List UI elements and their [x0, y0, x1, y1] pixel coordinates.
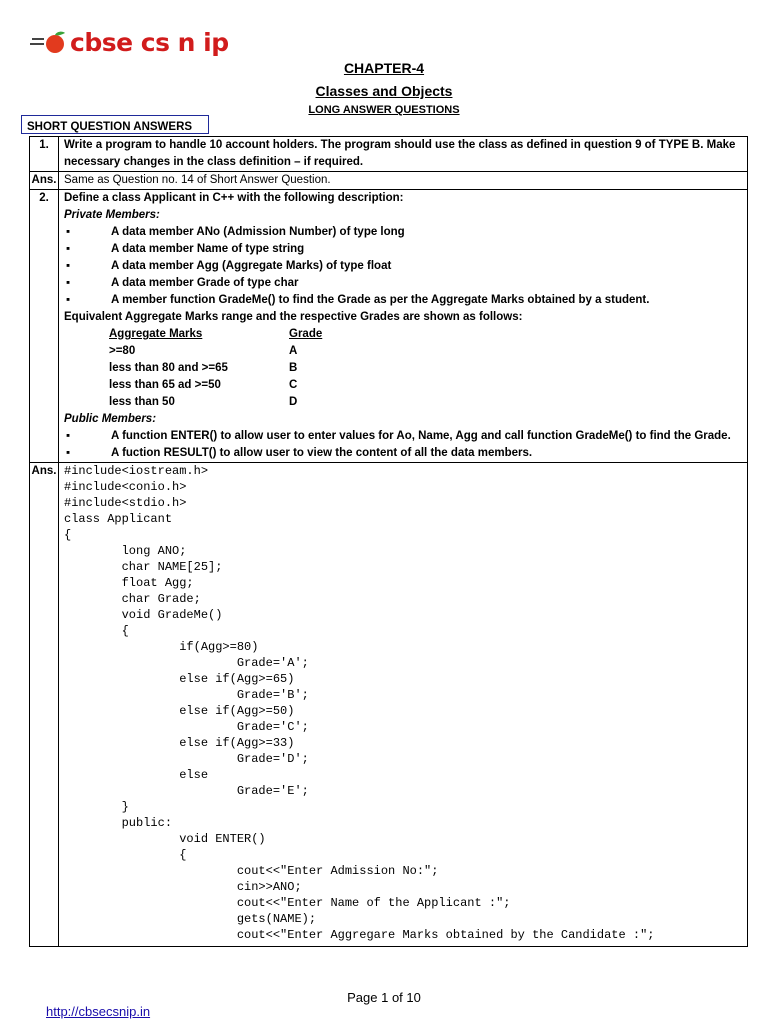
list-item: ▪ A data member ANo (Admission Number) of type long — [64, 224, 742, 241]
chapter-title: Classes and Objects — [315, 83, 453, 99]
bullet-icon: ▪ — [66, 243, 71, 255]
table-row — [30, 172, 748, 190]
logo-apple-icon — [30, 30, 70, 54]
list-item: ▪ A fuction RESULT() to allow user to view the content of all the data members. — [64, 445, 742, 462]
answer-text: Same as Question no. 14 of Short Answer Question. — [59, 172, 748, 190]
list-item: ▪ A function ENTER() to allow user to enter values for Ao, Name, Agg and call function GradeMe() to find the Grade. — [64, 428, 742, 445]
table-row — [30, 137, 748, 172]
page-number: Page 1 of 10 — [347, 990, 421, 1005]
logo-text: cbse cs n ip — [70, 28, 229, 57]
list-item: ▪ A member function GradeMe() to find the Grade as per the Aggregate Marks obtained by a student. — [64, 292, 742, 309]
question-number: 1. — [30, 137, 59, 172]
bullet-icon: ▪ — [66, 294, 71, 306]
code-block: #include<iostream.h> #include<conio.h> #include<stdio.h> class Applicant { long ANO; char NAME[25]; float Agg; char Grade; void GradeMe() { if(Agg>=80) Grade='A'; else if(Agg>=65) Grade='B'; else if(Agg>=50) Grade='C'; else if(Agg>=33) Grade='D'; else Grade='E'; } public: void ENTER() { cout<<"Enter Admission No:"; cin>>ANO; cout<<"Enter Name of the Applicant :"; gets(NAME); cout<<"Enter Aggregare Marks obtained by the Candidate :"; — [64, 464, 655, 942]
question-intro: Define a class Applicant in C++ with the following description: — [64, 192, 404, 204]
section-label: SHORT QUESTION ANSWERS — [27, 121, 193, 133]
grade-row: less than 80 and >=65 B — [109, 362, 298, 374]
table-row — [30, 190, 748, 463]
grade-row: less than 65 ad >=50 C — [109, 379, 298, 391]
site-link[interactable]: http://cbsecsnip.in — [46, 1004, 151, 1019]
private-heading: Private Members: — [64, 209, 160, 221]
list-item: ▪ A data member Agg (Aggregate Marks) of type float — [64, 258, 742, 275]
chapter-heading: CHAPTER-4 — [343, 60, 425, 76]
grade-row: >=80 A — [109, 345, 298, 357]
grade-row: less than 50 D — [109, 396, 298, 408]
equivalent-text: Equivalent Aggregate Marks range and the respective Grades are shown as follows: — [64, 311, 523, 323]
bullet-icon: ▪ — [66, 447, 71, 459]
grade-col-marks: Aggregate Marks — [109, 328, 203, 340]
bullet-icon: ▪ — [66, 226, 71, 238]
public-heading: Public Members: — [64, 413, 157, 425]
qa-table — [29, 136, 748, 947]
bullet-icon: ▪ — [66, 277, 71, 289]
question-number: 2. — [30, 190, 59, 463]
answer-label: Ans. — [30, 463, 59, 947]
question-text: Write a program to handle 10 account holders. The program should use the class as defined in question 9 of TYPE B. Make necessary changes in the class definition – if required. — [59, 137, 748, 172]
question-body — [59, 190, 748, 463]
bullet-icon: ▪ — [66, 430, 71, 442]
answer-label: Ans. — [30, 172, 59, 190]
bullet-icon: ▪ — [66, 260, 71, 272]
list-item: ▪ A data member Name of type string — [64, 241, 742, 258]
grade-table-header — [64, 326, 742, 343]
answer-code-cell — [59, 463, 748, 947]
table-row — [30, 463, 748, 947]
list-item: ▪ A data member Grade of type char — [64, 275, 742, 292]
section-subtitle: LONG ANSWER QUESTIONS — [308, 104, 460, 116]
grade-col-grade: Grade — [289, 328, 323, 340]
